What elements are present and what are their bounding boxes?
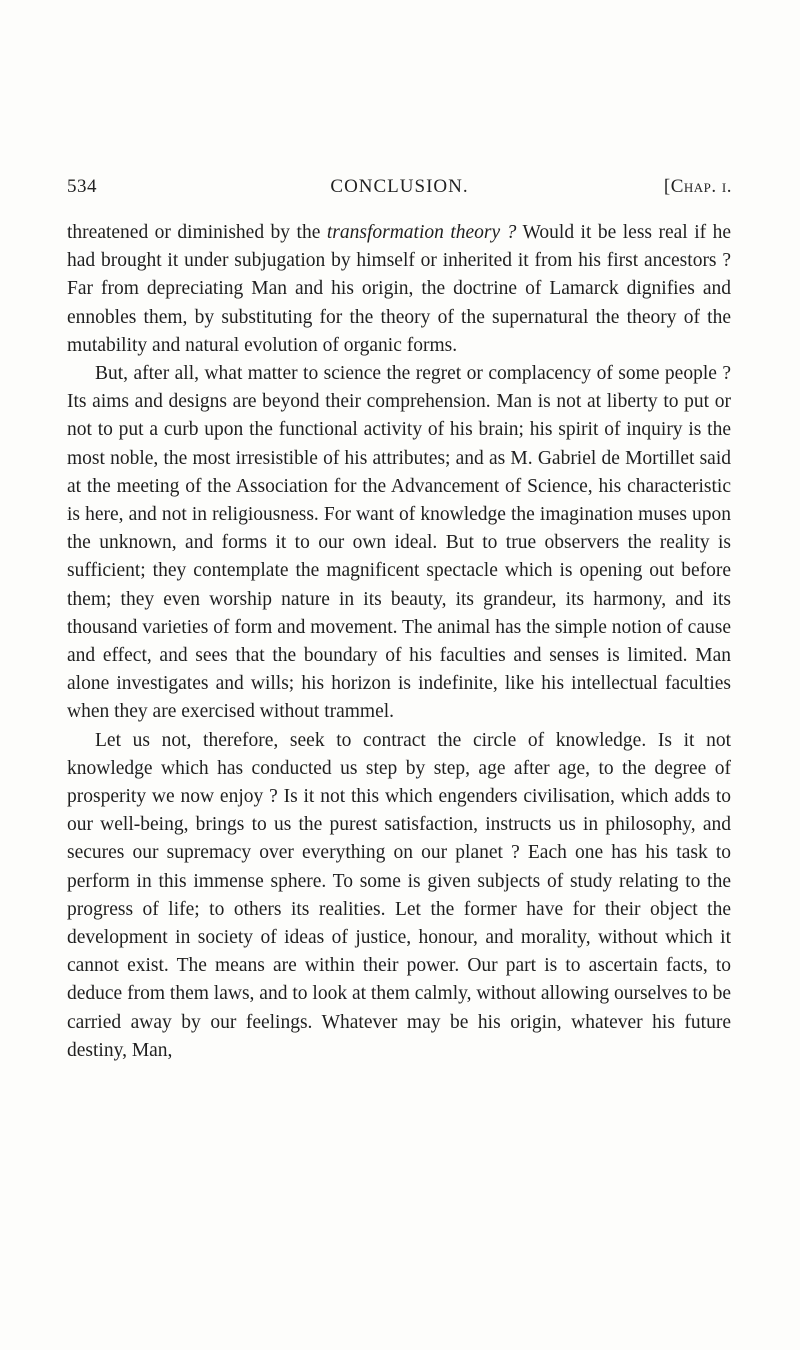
chapter-title: CONCLUSION.	[330, 176, 469, 197]
page-number: 534	[67, 176, 97, 197]
emphasized-phrase: transformation theory ?	[326, 222, 517, 243]
paragraph-2: But, after all, what matter to science the regret or complacency of some people ? Its aims and designs are beyond their comprehension. Man is not at liberty to put or not to put a curb upon the functional activity of his brain; his spirit of inquiry is the most noble, the most irresistible of his attributes; and as M. Gabriel de Mortillet said at the meeting of the Association for the Advancement of Science, his characteristic is here, and not in religiousness. For want of knowledge the imagination muses upon the unknown, and forms it to our own ideal. But to true observers the reality is sufficient; they contemplate the magnificent spectacle which is opening out before them; they even worship nature in its beauty, its grandeur, its harmony, and its thousand varieties of form and movement. The animal has the simple notion of cause and effect, and sees that the boundary of his faculties and senses is limited. Man alone investigates and wills; his horizon is indefinite, like his intellectual faculties when they are exercised without trammel.	[67, 363, 731, 723]
chapter-marker: [Chap. i.	[663, 176, 732, 197]
body-text	[67, 219, 731, 1065]
paragraph-3: Let us not, therefore, seek to contract the circle of knowledge. Is it not knowledge which has conducted us step by step, age after age, to the degree of prosperity we now enjoy ? Is it not this which engenders civilisation, which adds to our well-being, brings to us the purest satisfaction, instructs us in philosophy, and secures our supremacy over everything on our planet ? Each one has his task to perform in this immense sphere. To some is given subjects of study relating to the progress of life; to others its realities. Let the former have for their object the development in society of ideas of justice, honour, and morality, without which it cannot exist. The means are within their power. Our part is to ascertain facts, to deduce from them laws, and to look at them calmly, without allowing ourselves to be carried away by our feelings. Whatever may be his origin, whatever his future destiny, Man,	[67, 729, 731, 1061]
paragraph-1-rest: Would it be less real if he had brought it under subjugation by himself or inherited it from his first ancestors ? Far from depreciating Man and his origin, the doctrine of Lamarck dignifies and ennobles them, by substituting for the theory of the supernatural the theory of the mutability and natural evolution of organic forms.	[67, 222, 731, 356]
running-head	[67, 176, 732, 204]
paragraph-1	[67, 219, 731, 360]
paragraph-1-lead: threatened or diminished by the	[67, 222, 327, 243]
